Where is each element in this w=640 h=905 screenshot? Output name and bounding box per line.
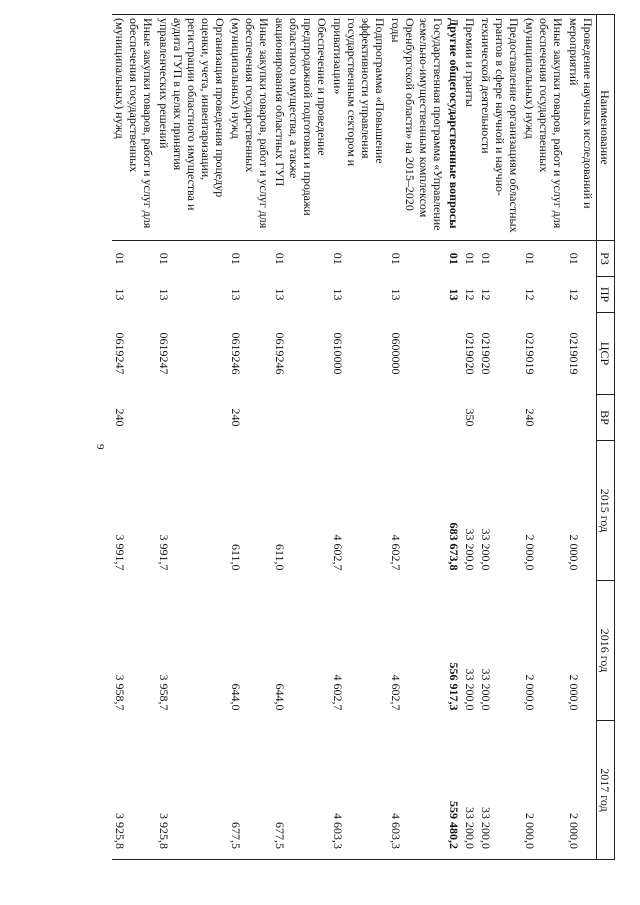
pr-cell: 13 xyxy=(273,288,287,301)
value-2017-cell: 3 925,8 xyxy=(112,721,156,860)
budget-table xyxy=(112,14,615,860)
name-cell: Иные закупки товаров, работ и услуг для обеспечения государственных (муниципальных) нужд xyxy=(112,15,156,241)
header-pr: ПР xyxy=(597,277,615,313)
csr-cell xyxy=(446,313,462,395)
pr-cell: 13 xyxy=(113,288,127,301)
rz-cell: 01 xyxy=(157,252,171,265)
rz-cell: 01 xyxy=(463,252,477,265)
vr-cell: 350 xyxy=(463,408,477,427)
vr-cell xyxy=(446,395,462,441)
name-cell: Предоставление организациям областных грантов в сфере научной и научно-технической деятельности xyxy=(478,15,522,241)
vr-cell xyxy=(272,395,330,441)
rz-cell: 01 xyxy=(447,252,461,265)
csr-cell: 0219019 xyxy=(523,332,537,375)
csr-cell: 0619246 xyxy=(229,332,243,375)
value-2017-cell: 677,5 xyxy=(228,721,272,860)
table-row xyxy=(228,15,272,860)
value-2015-cell: 33 200,0 xyxy=(479,528,493,571)
pr-cell: 12 xyxy=(523,288,537,301)
header-2017: 2017 год xyxy=(597,721,615,860)
value-2016-cell: 4 602,7 xyxy=(331,674,345,711)
table-row xyxy=(478,15,522,860)
value-2015-cell: 4 602,7 xyxy=(389,534,403,571)
csr-cell: 0219020 xyxy=(463,332,477,375)
value-2016-cell: 4 602,7 xyxy=(389,674,403,711)
name-cell: Премии и гранты xyxy=(462,15,478,241)
pr-cell: 12 xyxy=(479,288,493,301)
header-csr: ЦСР xyxy=(597,313,615,395)
pr-cell: 13 xyxy=(157,288,171,301)
header-name: Наименование xyxy=(597,15,615,241)
vr-cell xyxy=(566,395,597,441)
value-2016-cell: 644,0 xyxy=(273,683,287,711)
table-body xyxy=(112,15,597,860)
value-2016-cell: 33 200,0 xyxy=(479,668,493,711)
value-2017-cell: 4 603,3 xyxy=(388,721,446,860)
csr-cell: 0610000 xyxy=(331,332,345,375)
header-vr: ВР xyxy=(597,395,615,441)
pr-cell: 12 xyxy=(567,288,581,301)
header-2016: 2016 год xyxy=(597,581,615,721)
vr-cell: 240 xyxy=(229,408,243,427)
csr-cell: 0219020 xyxy=(479,332,493,375)
table-row xyxy=(522,15,566,860)
table-row xyxy=(156,15,228,860)
vr-cell xyxy=(478,395,522,441)
value-2015-cell: 2 000,0 xyxy=(567,534,581,571)
value-2015-cell: 683 673,8 xyxy=(447,522,461,571)
value-2017-cell: 559 480,2 xyxy=(446,721,462,860)
name-cell: Иные закупки товаров, работ и услуг для обеспечения государственных (муниципальных) нужд xyxy=(522,15,566,241)
value-2017-cell: 2 000,0 xyxy=(566,721,597,860)
page-number: 9 xyxy=(94,444,106,450)
vr-cell xyxy=(330,395,388,441)
table-row xyxy=(446,15,462,860)
header-2015: 2015 год xyxy=(597,441,615,581)
rz-cell: 01 xyxy=(523,252,537,265)
vr-cell xyxy=(388,395,446,441)
value-2016-cell: 3 958,7 xyxy=(113,674,127,711)
value-2015-cell: 611,0 xyxy=(273,543,287,571)
table-row xyxy=(112,15,156,860)
rz-cell: 01 xyxy=(567,252,581,265)
pr-cell: 13 xyxy=(229,288,243,301)
pr-cell: 13 xyxy=(331,288,345,301)
pr-cell: 13 xyxy=(389,288,403,301)
name-cell: Иные закупки товаров, работ и услуг для обеспечения государственных (муниципальных) нужд xyxy=(228,15,272,241)
value-2015-cell: 3 991,7 xyxy=(113,534,127,571)
value-2016-cell: 33 200,0 xyxy=(463,668,477,711)
table-row xyxy=(272,15,330,860)
vr-cell: 240 xyxy=(523,408,537,427)
value-2016-cell: 2 000,0 xyxy=(523,674,537,711)
pr-cell: 13 xyxy=(447,288,461,301)
table-row xyxy=(330,15,388,860)
rz-cell: 01 xyxy=(389,252,403,265)
rz-cell: 01 xyxy=(273,252,287,265)
header-rz: РЗ xyxy=(597,241,615,277)
value-2015-cell: 2 000,0 xyxy=(523,534,537,571)
table-row xyxy=(566,15,597,860)
csr-cell: 0619246 xyxy=(273,332,287,375)
value-2017-cell: 2 000,0 xyxy=(522,721,566,860)
rz-cell: 01 xyxy=(113,252,127,265)
rz-cell: 01 xyxy=(229,252,243,265)
value-2015-cell: 4 602,7 xyxy=(331,534,345,571)
value-2017-cell: 3 925,8 xyxy=(156,721,228,860)
name-cell: Другие общегосударственные вопросы xyxy=(446,15,462,241)
table-row xyxy=(462,15,478,860)
csr-cell: 0600000 xyxy=(389,332,403,375)
rotated-page xyxy=(75,14,615,859)
value-2017-cell: 33 200,0 xyxy=(462,721,478,860)
table-row xyxy=(388,15,446,860)
name-cell: Подпрограмма «Повышение эффективности управления государственным сектором и приватизации» xyxy=(330,15,388,241)
csr-cell: 0619247 xyxy=(157,332,171,375)
name-cell: Обеспечение и проведение предпродажной подготовки и продажи областного имущества, а также акционирования областных ГУП xyxy=(272,15,330,241)
value-2017-cell: 33 200,0 xyxy=(478,721,522,860)
csr-cell: 0219019 xyxy=(567,332,581,375)
value-2015-cell: 3 991,7 xyxy=(157,534,171,571)
value-2015-cell: 33 200,0 xyxy=(463,528,477,571)
pr-cell: 12 xyxy=(463,288,477,301)
vr-cell xyxy=(156,395,228,441)
table-header-row xyxy=(597,15,615,860)
value-2016-cell: 3 958,7 xyxy=(157,674,171,711)
value-2015-cell: 611,0 xyxy=(229,543,243,571)
value-2016-cell: 644,0 xyxy=(229,683,243,711)
value-2017-cell: 677,5 xyxy=(272,721,330,860)
name-cell: Проведение научных исследований и мероприятий xyxy=(566,15,597,241)
value-2017-cell: 4 603,3 xyxy=(330,721,388,860)
rz-cell: 01 xyxy=(331,252,345,265)
name-cell: Организация проведения процедур оценки, учета, инвентаризации, регистрации областного имущества и аудита ГУП в целях принятия управленческих решений xyxy=(156,15,228,241)
value-2016-cell: 556 917,3 xyxy=(447,662,461,711)
rz-cell: 01 xyxy=(479,252,493,265)
name-cell: Государственная программа «Управление земельно-имущественным комплексом Оренбургской области» на 2015–2020 годы xyxy=(388,15,446,241)
csr-cell: 0619247 xyxy=(113,332,127,375)
vr-cell: 240 xyxy=(113,408,127,427)
value-2016-cell: 2 000,0 xyxy=(567,674,581,711)
